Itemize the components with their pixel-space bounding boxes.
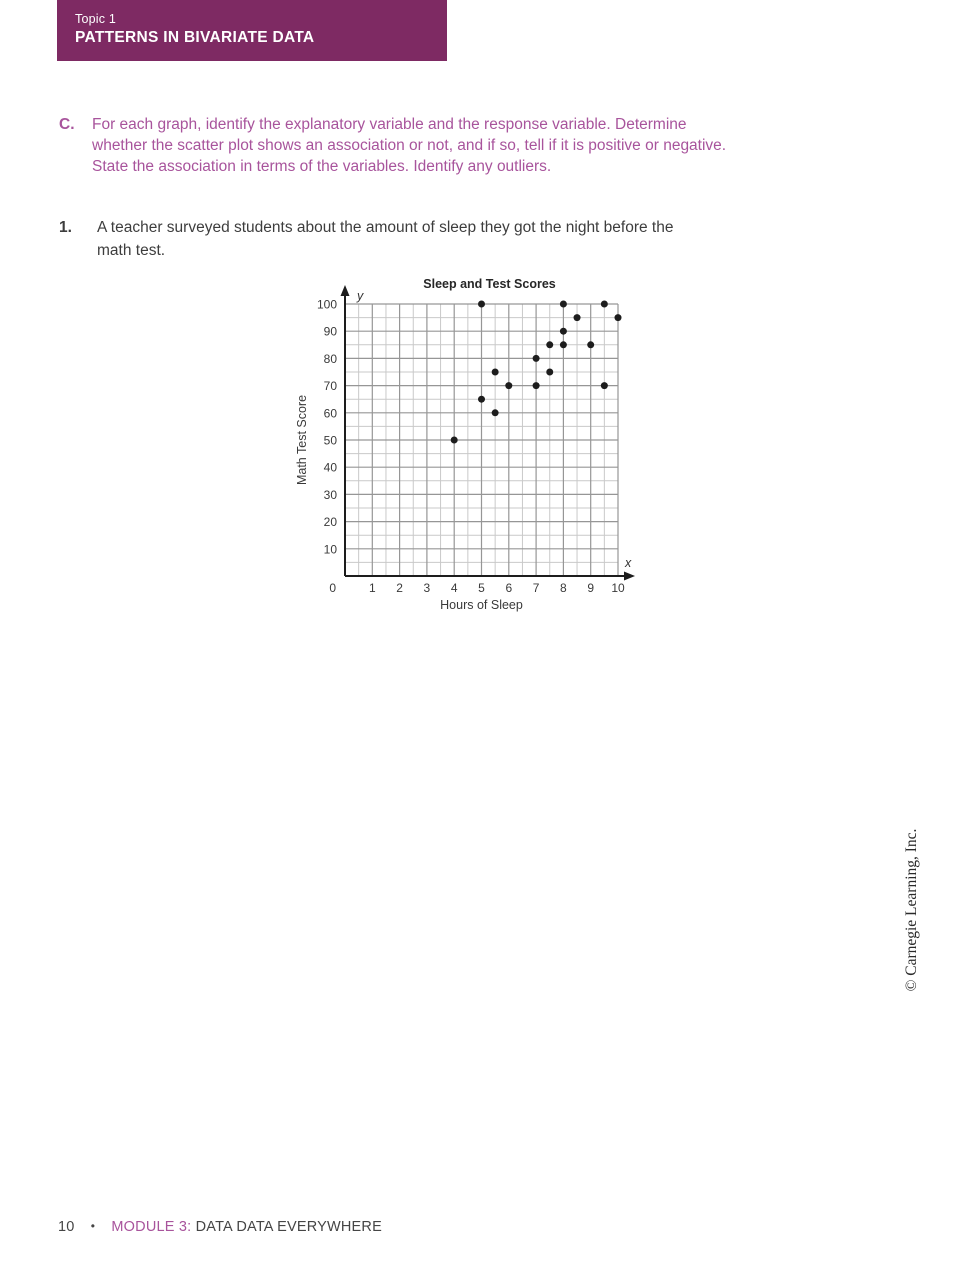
y-axis-label: Math Test Score: [295, 394, 309, 486]
topic-title: PATTERNS IN BIVARIATE DATA: [75, 29, 315, 46]
chart-title: Sleep and Test Scores: [423, 277, 556, 291]
topic-banner: [57, 0, 447, 61]
y-tick-label: 40: [323, 460, 337, 475]
scatter-plot-sleep-test-scores: [290, 275, 650, 620]
origin-label: 0: [329, 581, 336, 595]
x-tick-label: 4: [450, 581, 458, 595]
data-point: [451, 437, 458, 444]
instruction-c: [59, 114, 726, 177]
data-point: [505, 382, 512, 389]
y-tick-label: 10: [323, 542, 337, 557]
x-axis-label: Hours of Sleep: [440, 598, 523, 612]
x-tick-label: 10: [611, 581, 625, 595]
page-number: 10: [58, 1219, 75, 1235]
x-tick-label: 2: [396, 581, 403, 595]
module-title: DATA DATA EVERYWHERE: [195, 1219, 382, 1235]
data-point: [560, 328, 567, 335]
x-tick-label: 1: [368, 581, 376, 595]
data-point: [492, 369, 499, 376]
x-tick-label: 5: [478, 581, 485, 595]
y-tick-label: 60: [323, 406, 337, 421]
problem-number: 1.: [59, 219, 72, 236]
instruction-label: C.: [59, 116, 75, 133]
data-point: [601, 301, 608, 308]
page-footer: [58, 1219, 382, 1235]
y-tick-label: 90: [323, 324, 337, 339]
problem-line: math test.: [97, 242, 166, 259]
data-point: [492, 409, 499, 416]
x-tick-label: 3: [423, 581, 431, 595]
data-point: [533, 382, 540, 389]
instruction-line: whether the scatter plot shows an association or not, and if so, tell if it is positive or negative.: [92, 137, 727, 154]
data-point: [574, 314, 581, 321]
data-point: [533, 355, 540, 362]
problem-text: [97, 216, 673, 262]
copyright-vertical-text: © Carnegie Learning, Inc.: [903, 828, 920, 992]
x-tick-label: 7: [532, 581, 540, 595]
y-tick-label: 100: [316, 297, 337, 312]
x-tick-label: 8: [560, 581, 567, 595]
data-point: [478, 396, 485, 403]
problem-line: A teacher surveyed students about the amount of sleep they got the night before the: [97, 219, 674, 236]
data-point: [546, 341, 553, 348]
scatter-plot-canvas: [290, 275, 650, 620]
topic-label: Topic 1: [75, 12, 117, 26]
y-tick-label: 20: [323, 515, 337, 530]
data-point: [478, 301, 485, 308]
data-point: [546, 369, 553, 376]
instruction-text: [92, 114, 726, 177]
y-tick-label: 70: [323, 379, 337, 394]
module-label: MODULE 3:: [111, 1219, 192, 1235]
problem-1: [59, 216, 673, 262]
instruction-line: State the association in terms of the variables. Identify any outliers.: [92, 158, 552, 175]
x-tick-label: 9: [587, 581, 595, 595]
footer-separator-dot: •: [90, 1219, 96, 1233]
data-point: [601, 382, 608, 389]
data-point: [560, 301, 567, 308]
y-tick-label: 80: [323, 351, 337, 366]
instruction-line: For each graph, identify the explanatory variable and the response variable. Determine: [92, 116, 687, 133]
y-axis-symbol: y: [357, 289, 364, 303]
data-point: [587, 341, 594, 348]
x-axis-symbol: x: [625, 556, 632, 570]
data-point: [615, 314, 622, 321]
y-tick-label: 50: [323, 433, 337, 448]
y-tick-label: 30: [323, 487, 337, 502]
data-point: [560, 341, 567, 348]
x-tick-label: 6: [505, 581, 513, 595]
